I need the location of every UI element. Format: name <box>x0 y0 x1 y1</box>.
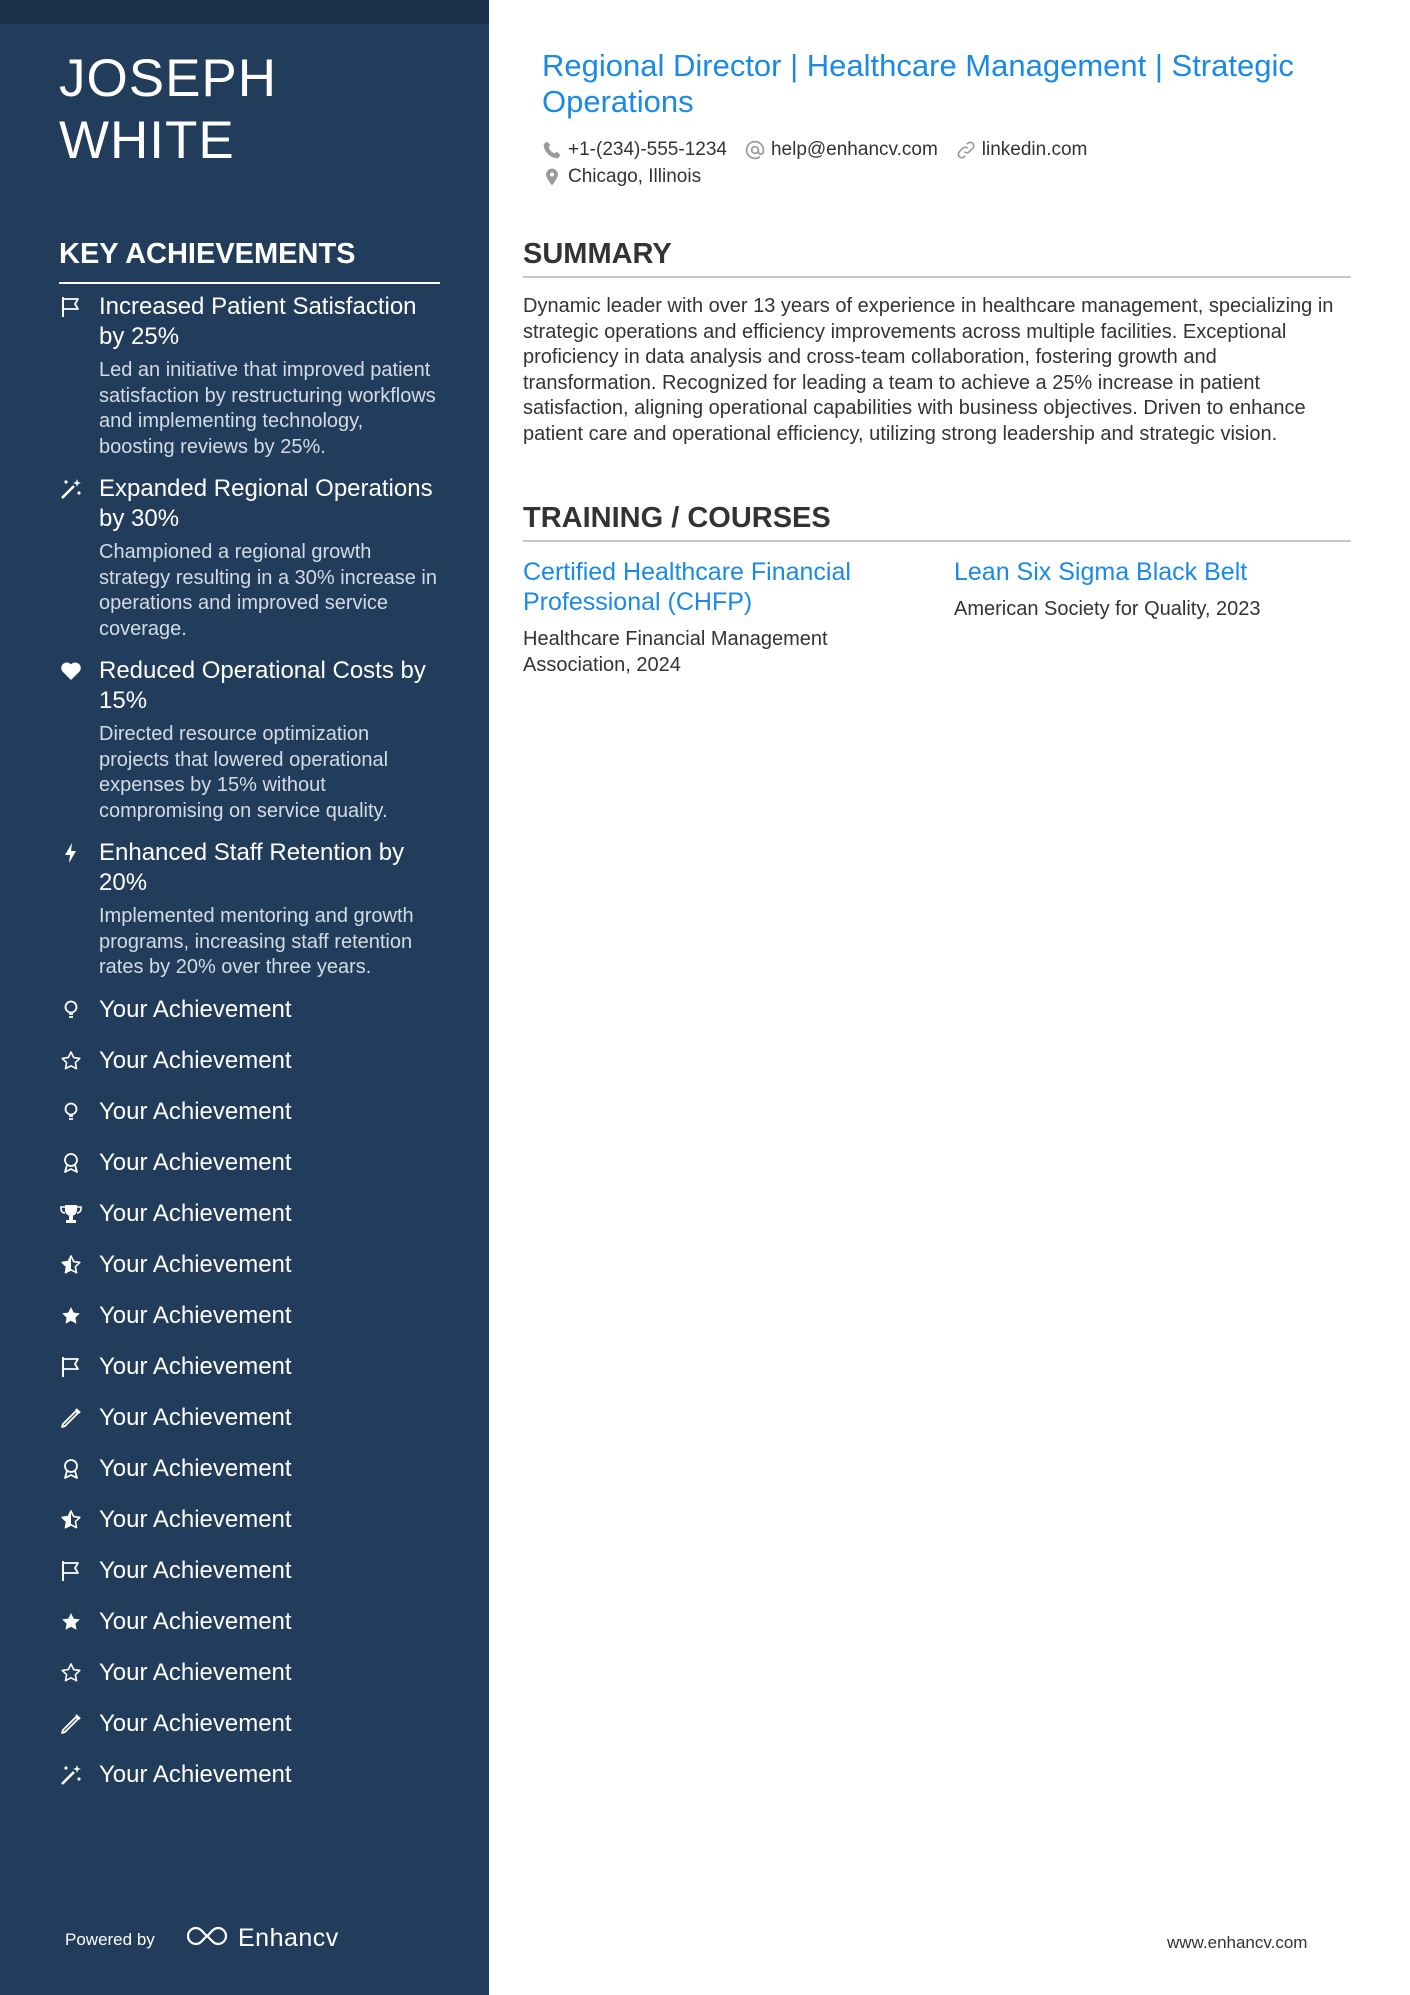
achievement-title: Your Achievement <box>99 1556 292 1584</box>
flag-icon <box>59 1355 83 1379</box>
key-achievements-heading: KEY ACHIEVEMENTS <box>59 236 440 284</box>
achievement-item <box>59 292 440 460</box>
achievement-title: Increased Patient Satisfaction by 25% <box>99 293 417 350</box>
phone-text: +1-(234)-555-1234 <box>568 138 727 160</box>
email-text: help@enhancv.com <box>770 138 938 160</box>
flag-icon <box>59 295 83 319</box>
achievement-title: Your Achievement <box>99 995 292 1023</box>
achievement-title: Your Achievement <box>99 1760 292 1788</box>
location-text: Chicago, Illinois <box>568 165 702 187</box>
achievement-placeholder <box>59 995 440 1025</box>
heart-icon <box>59 659 83 683</box>
magic-wand-icon <box>59 477 83 501</box>
phone-icon <box>542 140 562 160</box>
achievement-placeholder <box>59 1046 440 1076</box>
achievement-title: Your Achievement <box>99 1454 292 1482</box>
link-text: linkedin.com <box>981 138 1088 160</box>
achievement-title: Your Achievement <box>99 1658 292 1686</box>
achievement-placeholder <box>59 1199 440 1229</box>
course-item <box>954 557 1354 623</box>
achievement-title: Your Achievement <box>99 1352 292 1380</box>
star-outline-icon <box>59 1661 83 1685</box>
star-outline-icon <box>59 1049 83 1073</box>
achievement-item <box>59 838 440 981</box>
achievement-title: Expanded Regional Operations by 30% <box>99 475 433 532</box>
achievement-placeholder <box>59 1148 440 1178</box>
phone-contact[interactable] <box>542 139 727 161</box>
summary-heading: SUMMARY <box>523 236 1351 278</box>
achievement-title: Your Achievement <box>99 1199 292 1227</box>
achievement-placeholder <box>59 1301 440 1331</box>
achievement-placeholder <box>59 1250 440 1280</box>
sidebar <box>0 0 489 1995</box>
link-contact[interactable] <box>956 139 1088 161</box>
achievement-placeholder <box>59 1403 440 1433</box>
star-half-icon <box>59 1508 83 1532</box>
achievement-placeholder <box>59 1760 440 1790</box>
trophy-icon <box>59 1202 83 1226</box>
achievement-title: Your Achievement <box>99 1046 292 1074</box>
achievements-list <box>59 292 440 1811</box>
achievement-title: Your Achievement <box>99 1250 292 1278</box>
achievement-description: Led an initiative that improved patient satisfaction by restructuring workflows and implementing technology, boosting reviews by 25%. <box>99 359 436 458</box>
course-organization: American Society for Quality, 2023 <box>954 598 1261 620</box>
main-content <box>489 0 1410 1995</box>
course-title: Certified Healthcare Financial Professional (CHFP) <box>523 558 851 616</box>
award-icon <box>59 1457 83 1481</box>
powered-by-label: Powered by <box>65 1930 155 1949</box>
achievement-placeholder <box>59 1505 440 1535</box>
headline: Regional Director | Healthcare Management | Strategic Operations <box>542 48 1294 119</box>
achievement-description: Implemented mentoring and growth programs, increasing staff retention rates by 20% over three years. <box>99 905 414 978</box>
achievement-placeholder <box>59 1556 440 1586</box>
achievement-placeholder <box>59 1607 440 1637</box>
achievement-title: Enhanced Staff Retention by 20% <box>99 839 405 896</box>
pen-icon <box>59 1406 83 1430</box>
lightbulb-icon <box>59 1100 83 1124</box>
achievement-title: Your Achievement <box>99 1709 292 1737</box>
achievement-title: Reduced Operational Costs by 15% <box>99 657 426 714</box>
achievement-title: Your Achievement <box>99 1505 292 1533</box>
achievement-placeholder <box>59 1709 440 1739</box>
star-half-icon <box>59 1253 83 1277</box>
achievement-title: Your Achievement <box>99 1148 292 1176</box>
achievement-title: Your Achievement <box>99 1607 292 1635</box>
at-icon <box>745 140 765 160</box>
course-title: Lean Six Sigma Black Belt <box>954 558 1248 586</box>
sidebar-top-band <box>0 0 489 24</box>
location-pin-icon <box>542 167 562 187</box>
achievement-description: Championed a regional growth strategy resulting in a 30% increase in operations and improved service coverage. <box>99 541 437 640</box>
achievement-placeholder <box>59 1352 440 1382</box>
magic-wand-icon <box>59 1763 83 1787</box>
pen-icon <box>59 1712 83 1736</box>
achievement-title: Your Achievement <box>99 1301 292 1329</box>
course-organization: Healthcare Financial Management Association, 2024 <box>523 628 828 676</box>
lightbulb-icon <box>59 998 83 1022</box>
achievement-title: Your Achievement <box>99 1403 292 1431</box>
brand-name: Enhancv <box>238 1924 339 1952</box>
award-icon <box>59 1151 83 1175</box>
achievement-placeholder <box>59 1097 440 1127</box>
enhancv-logo-icon <box>184 1924 230 1953</box>
website-link[interactable]: www.enhancv.com <box>1167 1933 1308 1952</box>
enhancv-brand[interactable] <box>184 1924 339 1953</box>
flag-icon <box>59 1559 83 1583</box>
training-heading: TRAINING / COURSES <box>523 500 1351 542</box>
email-contact[interactable] <box>745 139 938 161</box>
achievement-description: Directed resource optimization projects that lowered operational expenses by 15% without compromising on service quality. <box>99 723 389 822</box>
lightning-icon <box>59 841 83 865</box>
candidate-name: JOSEPH WHITE <box>59 49 278 170</box>
achievement-placeholder <box>59 1658 440 1688</box>
star-filled-icon <box>59 1304 83 1328</box>
summary-text: Dynamic leader with over 13 years of experience in healthcare management, specializing in strategic operations and efficiency improvements across multiple facilities. Exceptional proficiency in data analysis and cross-team collaboration, fostering growth and transformation. Recognized for leading a team to achieve a 25% increase in patient satisfaction, aligning operational capabilities with business objectives. Driven to enhance patient care and operational efficiency, utilizing strong leadership and strategic vision. <box>523 295 1334 445</box>
achievement-item <box>59 656 440 824</box>
achievement-item <box>59 474 440 642</box>
link-icon <box>956 140 976 160</box>
star-filled-icon <box>59 1610 83 1634</box>
location-contact <box>542 166 701 188</box>
achievement-title: Your Achievement <box>99 1097 292 1125</box>
contact-info <box>542 136 1362 190</box>
course-item <box>523 557 923 678</box>
achievement-placeholder <box>59 1454 440 1484</box>
